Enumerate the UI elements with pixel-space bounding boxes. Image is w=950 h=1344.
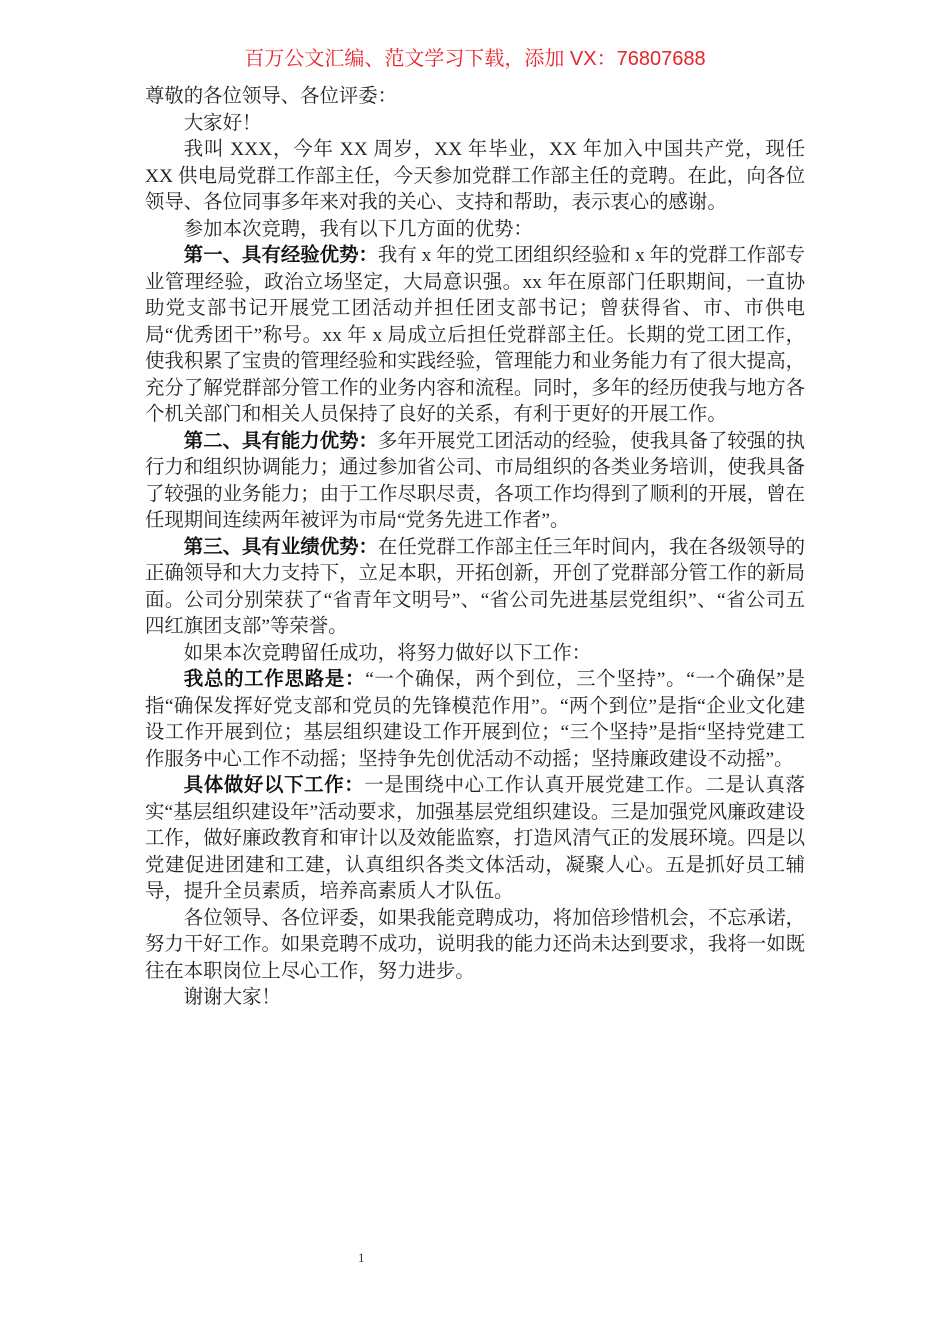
intro-paragraph: 我叫 XXX，今年 XX 周岁，XX 年毕业，XX 年加入中国共产党，现任 XX 供电局党群工作部主任，今天参加党群工作部主任的竞聘。在此，向各位领导、各位同事多年来对我的关心、支持和帮助，表示衷心的感谢。 — [145, 139, 805, 213]
thanks: 谢谢大家！ — [183, 987, 281, 1008]
advantage-2-text: 多年开展党工团活动的经验，使我具备了较强的执行力和组织协调能力；通过参加省公司、市局组织的各类业务培训，使我具备了较强的业务能力；由于工作尽职尽责，各项工作均得到了顺利的开展，曾在任现期间连续两年被评为市局“党务先进工作者”。 — [145, 430, 806, 531]
advantage-2-heading: 第二、具有能力优势： — [183, 430, 378, 452]
advantage-1-paragraph — [145, 243, 805, 429]
salutation: 尊敬的各位领导、各位评委： — [145, 86, 398, 107]
advantage-2-paragraph — [145, 429, 805, 535]
advantage-3-paragraph — [145, 535, 805, 641]
work-idea-paragraph — [145, 667, 805, 773]
advantage-1-heading: 第一、具有经验优势： — [183, 245, 378, 266]
plan-intro: 如果本次竞聘留任成功，将努力做好以下工作： — [183, 642, 591, 664]
work-idea-heading: 我总的工作思路是： — [183, 669, 366, 690]
work-idea-text: “一个确保，两个到位，三个坚持”。“一个确保”是指“确保发挥好党支部和党员的先锋模范作用”。“两个到位”是指“企业文化建设工作开展到位；基层组织建设工作开展到位；“三个坚持”是指“坚持党建工作服务中心工作不动摇；坚持争先创优活动不动摇；坚持廉政建设不动摇”。 — [145, 669, 805, 770]
page-number: 1 — [358, 1250, 365, 1265]
greeting: 大家好！ — [183, 112, 262, 134]
advantage-1-text: 我有 x 年的党工团组织经验和 x 年的党群工作部专业管理经验，政治立场坚定，大局意识强。xx 年在原部门任职期间，一直协助党支部书记开展党工团活动并担任团支部书记；曾获得省、市、市供电局“优秀团干”称号。xx 年 x 局成立后担任党群部主任。长期的党工团工作，使我积累了宝贵的管理经验和实践经验，管理能力和业务能力有了很大提高，充分了解党群部分管工作的业务内容和流程。同时，多年的经历使我与地方各个机关部门和相关人员保持了良好的关系，有利于更好的开展工作。 — [145, 245, 806, 425]
tasks-paragraph — [145, 773, 805, 906]
closing-paragraph: 各位领导、各位评委，如果我能竞聘成功，将加倍珍惜机会，不忘承诺，努力干好工作。如果竞聘不成功，说明我的能力还尚未达到要求，我将一如既往在本职岗位上尽心工作，努力进步。 — [145, 907, 805, 982]
tasks-heading: 具体做好以下工作： — [183, 775, 365, 796]
document-body — [145, 84, 805, 1012]
tasks-text: 一是围绕中心工作认真开展党建工作。二是认真落实“基层组织建设年”活动要求，加强基层党组织建设。三是加强党风廉政建设工作，做好廉政教育和审计以及效能监察，打造风清气正的发展环境。四是以党建促进团建和工建，认真组织各类文体活动，凝聚人心。五是抓好员工辅导，提升全员素质，培养高素质人才队伍。 — [145, 775, 806, 902]
advantage-3-text: 在任党群工作部主任三年时间内，我在各级领导的正确领导和大力支持下，立足本职，开拓创新，开创了党群部分管工作的新局面。公司分别荣获了“省青年文明号”、“省公司先进基层党组织”、“省公司五四红旗团支部”等荣誉。 — [145, 536, 806, 637]
advantages-intro: 参加本次竞聘，我有以下几方面的优势： — [183, 218, 533, 240]
promo-banner: 百万公文汇编、范文学习下载，添加 VX：76807688 — [244, 48, 706, 70]
advantage-3-heading: 第三、具有业绩优势： — [183, 536, 378, 558]
